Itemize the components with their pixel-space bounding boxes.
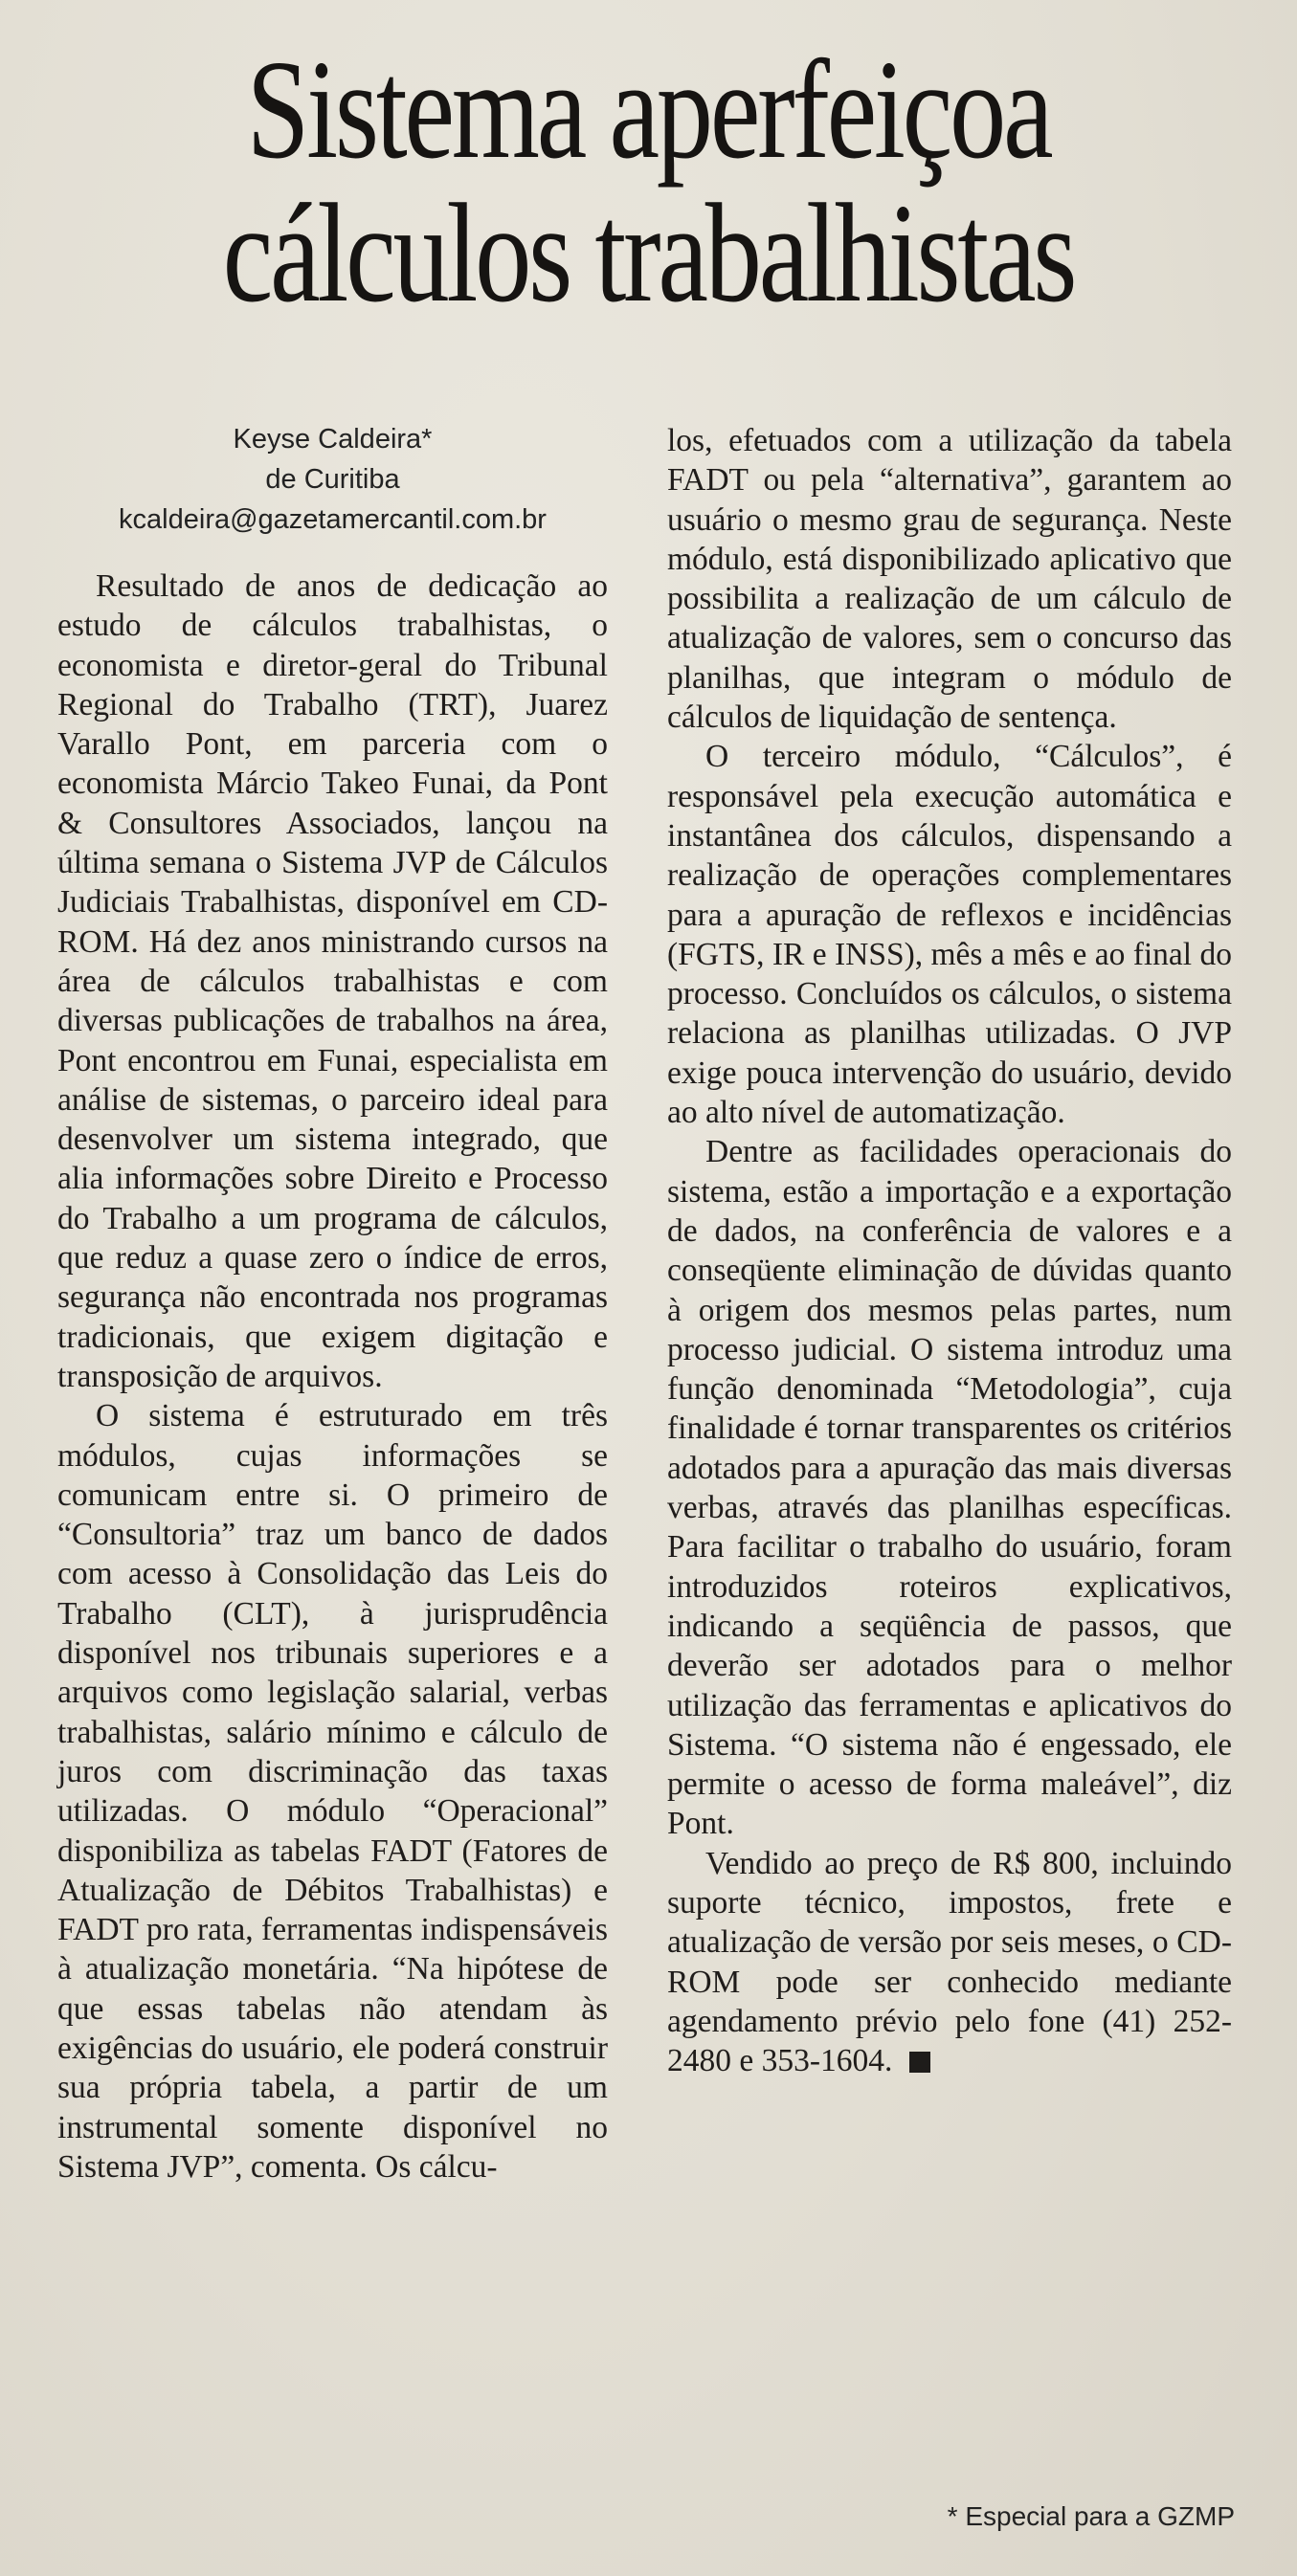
byline-location: de Curitiba xyxy=(265,464,400,495)
article-column-left xyxy=(57,419,608,2187)
special-credit: * Especial para a GZMP xyxy=(947,2501,1235,2531)
paragraph xyxy=(667,1844,1232,2081)
end-of-article-mark xyxy=(909,2052,930,2073)
byline xyxy=(57,419,608,540)
paragraph: O terceiro módulo, “Cálculos”, é responsável pela execução automática e instantânea dos cálculos, dispensando a realização de operações complementares para a apuração de reflexos e incidências (FGTS, IR e INSS), mês a mês e ao final do processo. Concluídos os cálculos, o sistema relaciona as planilhas utilizadas. O JVP exige pouca intervenção do usuário, devido ao alto nível de automatização. xyxy=(667,739,1232,1131)
byline-email: kcaldeira@gazetamercantil.com.br xyxy=(119,504,547,535)
headline-line-2: cálculos trabalhistas xyxy=(222,175,1075,332)
paragraph: Resultado de anos de dedicação ao estudo de cálculos trabalhistas, o economista e diretor-geral do Tribunal Regional do Trabalho (TRT), Juarez Varallo Pont, em parceria com o economista Márcio Takeo Funai, da Pont & Consultores Associados, lançou na última semana o Sistema JVP de Cálculos Judiciais Trabalhistas, disponível em CD-ROM. Há dez anos ministrando cursos na área de cálculos trabalhistas e com diversas publicações de trabalhos na área, Pont encontrou em Funai, especialista em análise de sistemas, o parceiro ideal para desenvolver um sistema integrado, que alia informações sobre Direito e Processo do Trabalho a um programa de cálculos, que reduz a quase zero o índice de erros, segurança não encontrada nos programas tradicionais, que exigem digitação e transposição de arquivos. xyxy=(57,568,608,1394)
paragraph: Dentre as facilidades operacionais do sistema, estão a importação e a exportação de dados, na conferência de valores e a conseqüente eliminação de dúvidas quanto à origem dos mesmos pelas partes, num processo judicial. O sistema introduz uma função denominada “Metodologia”, cuja finalidade é tornar transparentes os critérios adotados para a apuração das mais diversas verbas, através das planilhas específicas. Para facilitar o trabalho do usuário, foram introduzidos roteiros explicativos, indicando a seqüência de passos, que deverão ser adotados para o melhor utilização das ferramentas e aplicativos do Sistema. “O sistema não é engessado, ele permite o acesso de forma maleável”, diz Pont. xyxy=(667,1134,1232,1842)
headline-line-1: Sistema aperfeiçoa xyxy=(246,32,1051,189)
headline xyxy=(130,32,1168,332)
byline-author: Keyse Caldeira* xyxy=(233,424,433,455)
paragraph: los, efetuados com a utilização da tabela FADT ou pela “alternativa”, garantem ao usuário o mesmo grau de segurança. Neste módulo, está disponibilizado aplicativo que possibilita a realização de um cálculo de atualização de valores, sem o concurso das planilhas, que integram o módulo de cálculos de liquidação de sentença. xyxy=(667,423,1232,736)
paragraph: O sistema é estruturado em três módulos, cujas informações se comunicam entre si. O primeiro de “Consultoria” traz um banco de dados com acesso à Consolidação das Leis do Trabalho (CLT), à jurisprudência disponível nos tribunais superiores e a arquivos como legislação salarial, verbas trabalhistas, salário mínimo e cálculo de juros com discriminação das taxas utilizadas. O módulo “Operacional” disponibiliza as tabelas FADT (Fatores de Atualização de Débitos Trabalhistas) e FADT pro rata, ferramentas indispensáveis à atualização monetária. “Na hipótese de que essas tabelas não atendam às exigências do usuário, ele poderá construir sua própria tabela, a partir de um instrumental somente disponível no Sistema JVP”, comenta. Os cálcu- xyxy=(57,1398,608,2185)
paragraph-text: Vendido ao preço de R$ 800, incluindo suporte técnico, impostos, frete e atualização de versão por seis meses, o CD-ROM pode ser conhecido mediante agendamento prévio pelo fone (41) 252-2480 e 353-1604. xyxy=(667,1845,1232,2079)
article-column-right xyxy=(667,421,1232,2080)
